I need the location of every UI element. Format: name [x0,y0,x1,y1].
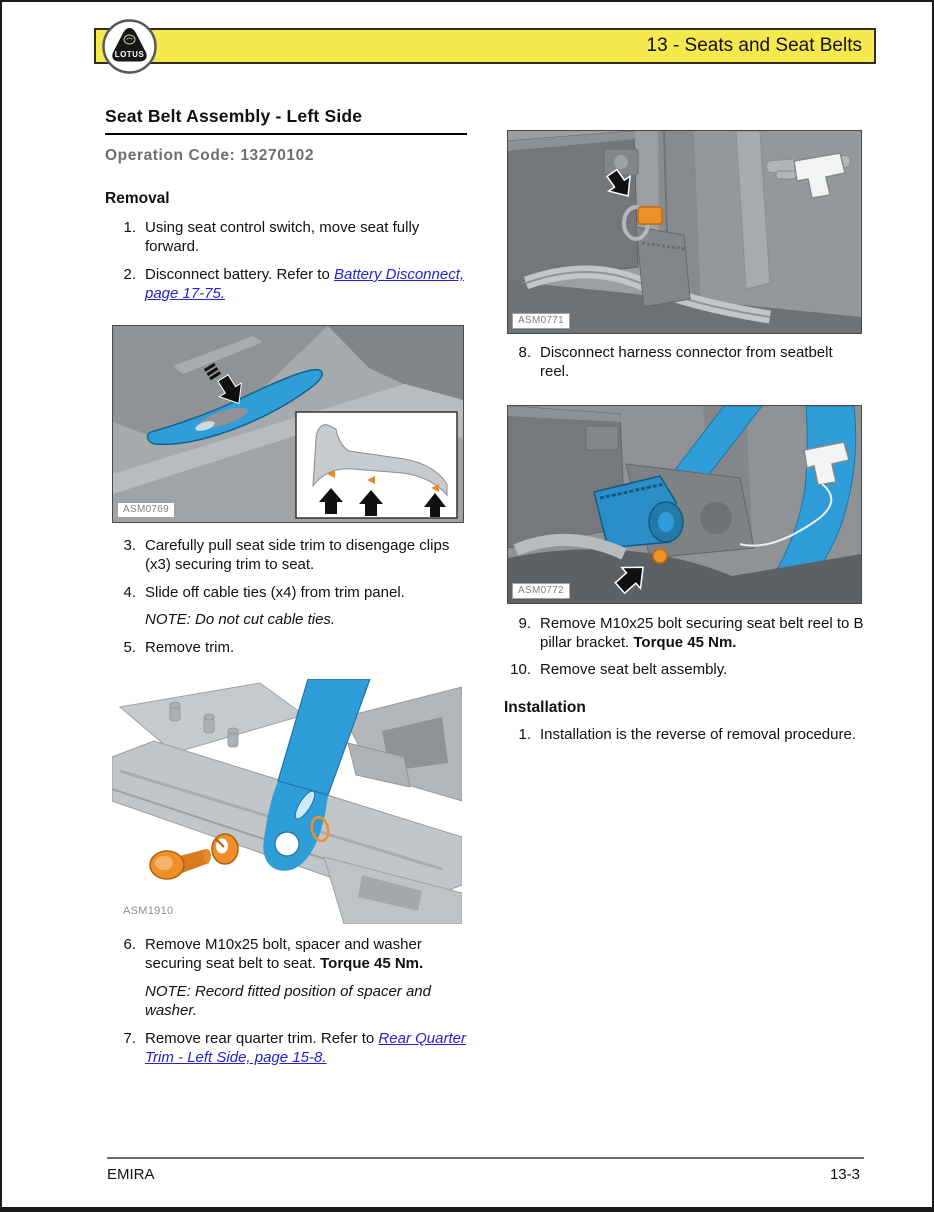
figure-seat-side-trim [112,325,464,523]
removal-step-7: 7. Remove rear quarter trim. Refer to Rear Quarter Trim - Left Side, page 15-8. [123,1030,466,1066]
right-column [504,2,864,744]
battery-disconnect-link[interactable]: Battery Disconnect, page 17-75. [145,266,465,302]
lotus-logo-text: LOTUS [114,50,145,59]
removal-step-5: 5. Remove trim. [123,639,235,656]
figure-label: ASM0772 [512,583,570,599]
removal-heading: Removal [105,190,170,207]
removal-step-4: 4. Slide off cable ties (x4) from trim panel. [123,584,405,601]
torque-value: Torque 45 Nm. [320,955,424,972]
seat-belt-anchor-illustration [112,679,462,924]
footer-model: EMIRA [107,1166,155,1183]
figure-label: ASM0769 [117,502,175,518]
installation-step-1: 1. Installation is the reverse of removal procedure. [518,726,856,743]
operation-code: Operation Code: 13270102 [105,147,315,164]
figure-harness-connector [507,130,862,334]
removal-step-2: 2. Disconnect battery. Refer to Battery Disconnect, page 17-75. [123,266,465,302]
figure-label: ASM1910 [123,905,174,917]
figure-seat-belt-reel [507,405,862,604]
removal-step-6: 6. Remove M10x25 bolt, spacer and washer securing seat belt to seat. Torque 45 Nm. [123,936,424,972]
torque-value: Torque 45 Nm. [633,634,737,651]
seat-belt-reel-illustration [508,406,861,603]
removal-step-8: 8. Disconnect harness connector from seatbelt reel. [518,344,833,380]
note-spacer-washer: NOTE: Record fitted position of spacer and washer. [145,983,431,1019]
footer-divider [107,1157,864,1159]
left-column [105,2,467,1067]
removal-step-3: 3. Carefully pull seat side trim to disengage clips (x3) securing trim to seat. [123,537,450,573]
note-cable-ties: NOTE: Do not cut cable ties. [145,611,336,628]
removal-step-1: 1. Using seat control switch, move seat fully forward. [123,219,420,255]
harness-connector-illustration [508,131,861,333]
footer-page-number: 13-3 [829,1166,860,1183]
figure-label: ASM0771 [512,313,570,329]
installation-heading: Installation [504,699,586,716]
spacer-icon [212,834,238,864]
harness-connector-icon [638,207,662,224]
removal-step-10: 10. Remove seat belt assembly. [510,661,728,678]
removal-step-9: 9. Remove M10x25 bolt securing seat belt reel to B pillar bracket. Torque 45 Nm. [518,615,864,651]
bolt-icon [653,549,667,563]
section-title: Seat Belt Assembly - Left Side [105,106,467,135]
rear-quarter-trim-link[interactable]: Rear Quarter Trim - Left Side, page 15-8. [145,1030,466,1066]
figure-seat-belt-anchor [112,679,462,924]
chapter-title: 13 - Seats and Seat Belts [646,35,862,56]
seat-side-trim-illustration [113,326,463,522]
